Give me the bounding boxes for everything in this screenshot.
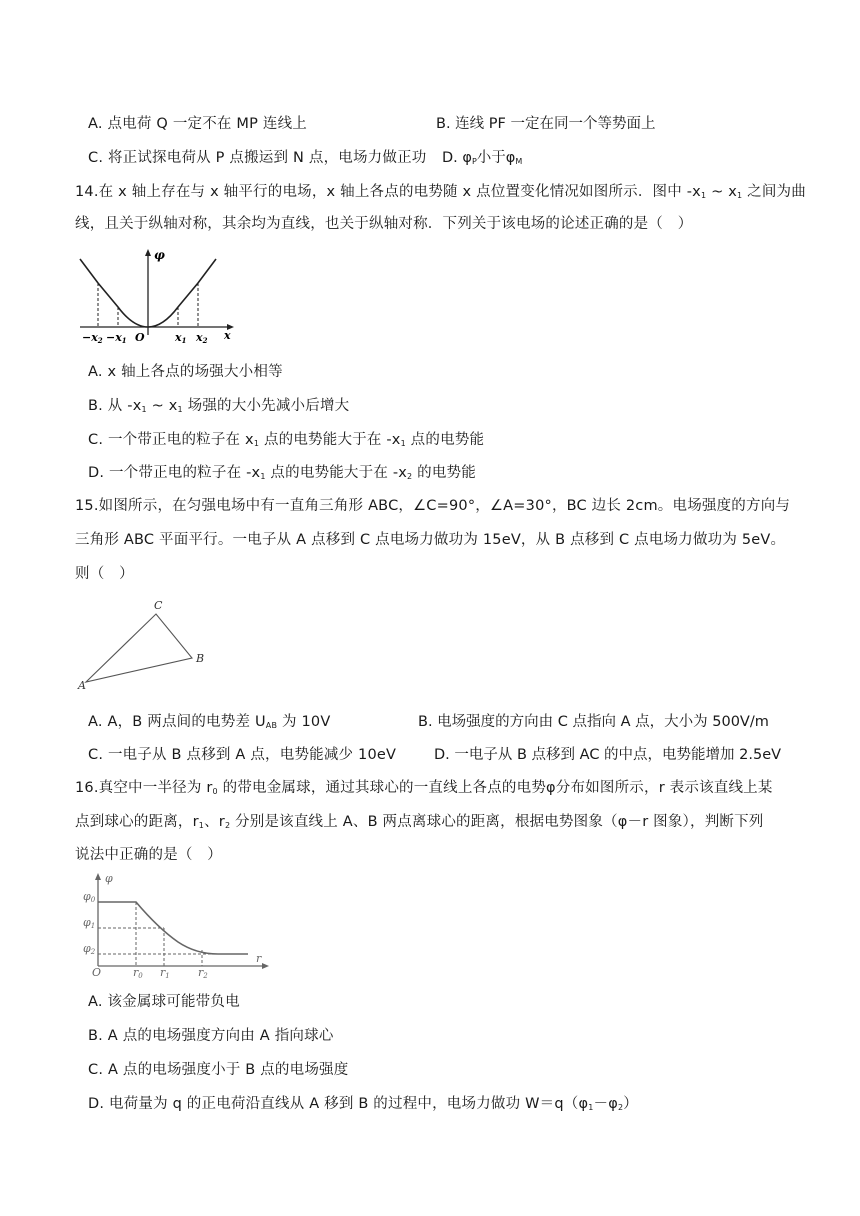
q16-option-c — [88, 1058, 348, 1079]
q15-option-d-text: D. 一电子从 B 点移到 AC 的中点，电势能增加 2.5eV — [434, 747, 782, 763]
q13-option-b-text: B. 连线 PF 一定在同一个等势面上 — [436, 116, 656, 132]
q15-option-b — [418, 710, 769, 731]
q16-stem-sub: 2 — [224, 821, 231, 830]
q16-y-arrow — [95, 873, 101, 880]
q16-stem-part: 16.真空中一半径为 r — [75, 780, 213, 796]
q13-option-c — [88, 146, 426, 167]
q16-x-arrow — [262, 963, 269, 969]
q14-label-nx1: −x1 — [106, 331, 127, 345]
q13-option-d-part: D. φ — [442, 150, 472, 166]
q14-label-nx2: −x2 — [82, 331, 103, 345]
q14-option-b — [88, 394, 349, 415]
q14-option-d-part: D. 一个带正电的粒子在 -x — [88, 465, 261, 481]
q15-stem-line3 — [75, 562, 134, 583]
q16-stem-part: 的带电金属球，通过其球心的一直线上各点的电势φ分布如图所示，r 表示该直线上某 — [217, 780, 773, 796]
q13-option-c-text: C. 将正试探电荷从 P 点搬运到 N 点，电场力做正功 — [88, 150, 427, 166]
q15-option-d — [434, 743, 781, 764]
q16-stem-sub: 0 — [212, 787, 218, 796]
q14-option-b-sub: 1 — [141, 405, 147, 414]
q14-option-c-part: C. 一个带正电的粒子在 x — [88, 432, 254, 448]
q14-stem-part: ~ x — [706, 184, 738, 200]
q16-option-d-sub: 2 — [618, 1103, 624, 1112]
q14-option-d-sub: 1 — [260, 472, 266, 481]
q14-stem-line2 — [75, 212, 692, 233]
q15-option-c — [88, 743, 396, 764]
q15-option-a-part: 为 10V — [277, 714, 331, 730]
q14-stem-sub: 1 — [700, 191, 707, 200]
q16-stem-line2 — [75, 810, 764, 831]
q14-option-b-part: 场强的大小先减小后增大 — [182, 398, 350, 414]
q14-option-c-sub: 1 — [400, 439, 406, 448]
q16-potential-graph — [78, 870, 274, 978]
q14-option-b-part: B. 从 -x — [88, 398, 142, 414]
q14-option-b-sub: 1 — [177, 405, 183, 414]
q16-option-d-part: D. 电荷量为 q 的正电荷沿直线从 A 移到 B 的过程中，电场力做功 W＝q（φ — [88, 1096, 589, 1112]
q16-label-r: r — [256, 952, 262, 965]
q14-stem-part: 14.在 x 轴上存在与 x 轴平行的电场，x 轴上各点的电势随 x 点位置变化情况如图所示．图中 -x — [75, 184, 701, 200]
q16-label-phi2: φ2 — [83, 942, 96, 956]
q16-option-c-text: C. A 点的电场强度小于 B 点的电场强度 — [88, 1062, 349, 1078]
q16-label-r0: r0 — [133, 966, 143, 978]
q14-option-d-sub: 2 — [407, 472, 413, 481]
q16-stem-line1 — [75, 776, 773, 797]
q14-label-x: x — [224, 329, 231, 342]
q14-option-a-text: A. x 轴上各点的场强大小相等 — [88, 364, 283, 380]
q16-option-d-part: ） — [623, 1096, 638, 1112]
q13-option-d — [442, 146, 522, 167]
q14-option-c — [88, 428, 484, 449]
q16-label-r1: r1 — [160, 966, 170, 978]
q16-label-phi: φ — [105, 872, 113, 885]
q16-label-phi0: φ0 — [83, 890, 96, 904]
q15-option-a-part: A. A，B 两点间的电势差 U — [88, 714, 266, 730]
q14-label-x1: x1 — [175, 331, 187, 345]
q14-option-c-sub: 1 — [253, 439, 260, 448]
q13-option-d-sub: P — [471, 157, 477, 166]
q15-stem-part: 则（ ） — [75, 566, 134, 582]
q16-stem-part: 分别是该直线上 A、B 两点离球心的距离，根据电势图象（φ－r 图象），判断下列 — [230, 814, 764, 830]
q15-label-c: C — [154, 599, 163, 612]
q13-option-a — [88, 112, 307, 133]
q14-stem-sub: 1 — [737, 191, 743, 200]
q15-option-b-text: B. 电场强度的方向由 C 点指向 A 点，大小为 500V/m — [418, 714, 769, 730]
q14-option-c-part: 点的电势能大于在 -x — [259, 432, 401, 448]
q14-option-c-part: 点的电势能 — [405, 432, 485, 448]
q14-option-d-part: 点的电势能大于在 -x — [265, 465, 408, 481]
q14-label-x2: x2 — [196, 331, 208, 345]
q14-label-origin: O — [135, 331, 145, 344]
q14-option-b-part: ~ x — [146, 398, 178, 414]
q15-stem-part: 三角形 ABC 平面平行。一电子从 A 点移到 C 点电场力做功为 15eV，从 B 点移到 C 点电场力做功为 5eV。 — [75, 532, 786, 548]
q16-label-origin: O — [92, 966, 102, 978]
q15-triangle-figure — [74, 596, 214, 692]
q14-stem-part: 线，且关于纵轴对称，其余均为直线，也关于纵轴对称．下列关于该电场的论述正确的是（ ） — [75, 216, 693, 232]
q15-stem-line1 — [75, 494, 790, 515]
q14-label-phi: φ — [154, 248, 165, 262]
q15-option-a-sub: AB — [265, 721, 278, 730]
q14-option-a — [88, 360, 283, 381]
q16-option-d-part: －φ — [593, 1096, 618, 1112]
q15-triangle — [86, 614, 192, 682]
q15-option-a — [88, 710, 330, 731]
q16-option-b-text: B. A 点的电场强度方向由 A 指向球心 — [88, 1028, 334, 1044]
q14-y-arrow — [145, 249, 151, 256]
q16-stem-part: 点到球心的距离，r — [75, 814, 199, 830]
q14-stem-line1 — [75, 180, 806, 201]
q16-option-d-sub: 1 — [588, 1103, 594, 1112]
q15-label-b: B — [196, 652, 205, 665]
q14-stem-part: 之间为曲 — [742, 184, 806, 200]
q15-stem-line2 — [75, 528, 785, 549]
q15-label-a: A — [78, 679, 86, 692]
q14-potential-graph — [74, 245, 236, 345]
q14-option-d — [88, 461, 476, 482]
q16-stem-sub: 1 — [198, 821, 205, 830]
q15-option-c-text: C. 一电子从 B 点移到 A 点，电势能减少 10eV — [88, 747, 397, 763]
q13-option-d-sub: M — [515, 157, 523, 166]
q16-label-phi1: φ1 — [83, 916, 96, 930]
q14-option-d-part: 的电势能 — [412, 465, 476, 481]
q16-option-b — [88, 1024, 334, 1045]
q13-option-d-part: 小于φ — [476, 150, 516, 166]
q13-option-a-text: A. 点电荷 Q 一定不在 MP 连线上 — [88, 116, 307, 132]
q16-stem-line3 — [75, 843, 222, 864]
q16-label-r2: r2 — [198, 966, 208, 978]
q15-stem-part: 15.如图所示，在匀强电场中有一直角三角形 ABC，∠C=90°，∠A=30°，BC 边长 2cm。电场强度的方向与 — [75, 498, 791, 514]
q16-option-d — [88, 1092, 638, 1113]
q16-stem-part: 、r — [204, 814, 225, 830]
q16-stem-part: 说法中正确的是（ ） — [75, 847, 222, 863]
q16-option-a — [88, 990, 240, 1011]
q13-option-b — [436, 112, 655, 133]
q16-option-a-text: A. 该金属球可能带负电 — [88, 994, 240, 1010]
